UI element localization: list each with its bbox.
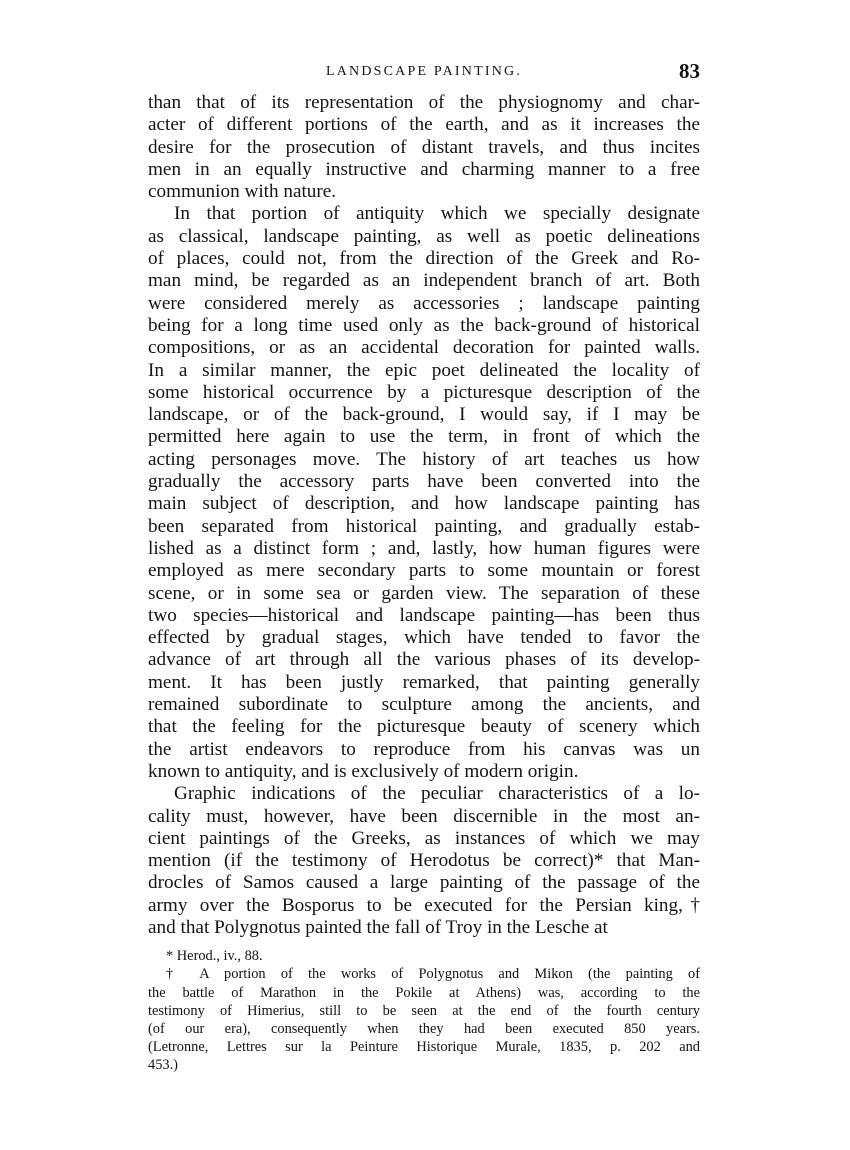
- text-line: acter of different portions of the earth, and as it increases the: [148, 114, 700, 136]
- text-line: remained subordinate to sculpture among the ancients, and: [148, 694, 700, 716]
- text-line: mention (if the testimony of Herodotus be correct)* that Man-: [148, 850, 700, 872]
- paragraph: [148, 92, 700, 203]
- text-line: that the feeling for the picturesque beauty of scenery which: [148, 716, 700, 738]
- text-line: In a similar manner, the epic poet delineated the locality of: [148, 359, 700, 381]
- footnote-line: the battle of Marathon in the Pokile at Athens) was, according to the: [148, 984, 700, 1001]
- running-head: [148, 58, 700, 92]
- running-head-title: LANDSCAPE PAINTING.: [325, 64, 523, 79]
- paragraph: [148, 203, 700, 783]
- text-line: and that Polygnotus painted the fall of Troy in the Lesche at: [148, 916, 608, 938]
- text-line: permitted here again to use the term, in front of which the: [148, 426, 700, 448]
- text-line: Graphic indications of the peculiar characteristics of a lo-: [174, 783, 700, 805]
- text-line: two species—historical and landscape painting—has been thus: [148, 604, 700, 626]
- footnotes: [148, 947, 700, 1074]
- text-line: scene, or in some sea or garden view. The separation of these: [148, 582, 700, 604]
- text-line: desire for the prosecution of distant travels, and thus incites: [148, 136, 700, 158]
- text-line: drocles of Samos caused a large painting of the passage of the: [148, 872, 700, 894]
- text-line: of places, could not, from the direction of the Greek and Ro-: [148, 248, 700, 270]
- text-line: acting personages move. The history of art teaches us how: [148, 448, 700, 470]
- text-line: main subject of description, and how landscape painting has: [148, 493, 700, 515]
- footnote-line: 453.): [148, 1057, 178, 1074]
- text-line: ment. It has been justly remarked, that painting generally: [148, 671, 700, 693]
- text-line: gradually the accessory parts have been converted into the: [148, 471, 700, 493]
- text-line: advance of art through all the various phases of its develop-: [148, 649, 700, 671]
- text-line: were considered merely as accessories ; landscape painting: [148, 292, 700, 314]
- book-page: [148, 58, 700, 1075]
- text-line: landscape, or of the back-ground, I would say, if I may be: [148, 404, 700, 426]
- text-line: effected by gradual stages, which have tended to favor the: [148, 627, 700, 649]
- text-line: army over the Bosporus to be executed for the Persian king,†: [148, 894, 700, 916]
- page-number: 83: [679, 59, 700, 83]
- text-line: cient paintings of the Greeks, as instances of which we may: [148, 827, 700, 849]
- text-line: being for a long time used only as the back-ground of historical: [148, 314, 700, 336]
- text-line: cality must, however, have been discernible in the most an-: [148, 805, 700, 827]
- footnote-line: (of our era), consequently when they had been executed 850 years.: [148, 1021, 700, 1038]
- body-text: [148, 92, 700, 939]
- text-line: known to antiquity, and is exclusively of modern origin.: [148, 760, 579, 782]
- text-line: some historical occurrence by a picturesque description of the: [148, 381, 700, 403]
- text-line: employed as mere secondary parts to some mountain or forest: [148, 560, 700, 582]
- text-line: compositions, or as an accidental decoration for painted walls.: [148, 337, 700, 359]
- text-line: than that of its representation of the physiognomy and char-: [148, 92, 700, 113]
- footnote: [148, 947, 700, 965]
- footnote: [148, 965, 700, 1074]
- paragraph: [148, 783, 700, 939]
- text-line: men in an equally instructive and charming manner to a free: [148, 158, 700, 180]
- text-line: In that portion of antiquity which we specially designate: [174, 203, 700, 225]
- text-line: been separated from historical painting, and gradually estab-: [148, 515, 700, 537]
- text-line: as classical, landscape painting, as well as poetic delineations: [148, 225, 700, 247]
- footnote-line: * Herod., iv., 88.: [166, 948, 263, 965]
- text-line: man mind, be regarded as an independent branch of art. Both: [148, 270, 700, 292]
- text-line: communion with nature.: [148, 181, 337, 203]
- footnote-line: (Letronne, Lettres sur la Peinture Historique Murale, 1835, p. 202 and: [148, 1039, 700, 1056]
- text-line: the artist endeavors to reproduce from his canvas was un: [148, 738, 700, 760]
- footnote-line: † A portion of the works of Polygnotus and Mikon (the painting of: [166, 966, 700, 983]
- footnote-line: testimony of Himerius, still to be seen at the end of the fourth century: [148, 1002, 700, 1019]
- text-line: lished as a distinct form ; and, lastly, how human figures were: [148, 537, 700, 559]
